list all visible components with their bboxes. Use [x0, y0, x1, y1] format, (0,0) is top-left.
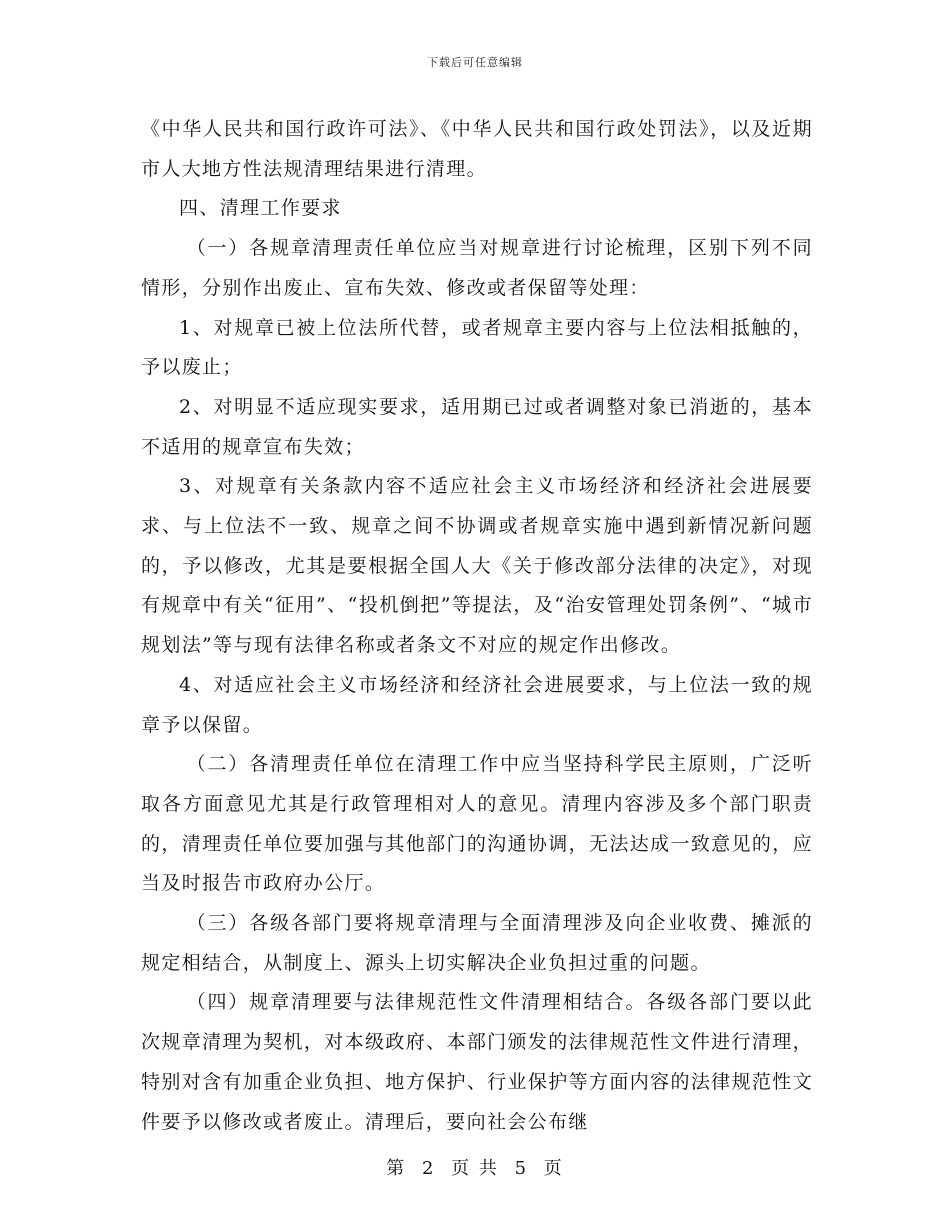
page-footer	[0, 1154, 950, 1180]
document-body	[141, 110, 813, 1142]
paragraph-item-2: （二）各清理责任单位在清理工作中应当坚持科学民主原则，广泛听取各方面意见尤其是行政管理相对人的意见。清理内容涉及多个部门职责的，清理责任单位要加强与其他部门的沟通协调，无法达成一致意见的，应当及时报告市政府办公厅。	[141, 753, 813, 895]
footer-total-pages: 5	[514, 1158, 529, 1179]
paragraph-rule-1: 1、对规章已被上位法所代替，或者规章主要内容与上位法相抵触的，予以废止；	[141, 316, 813, 379]
paragraph-rule-3: 3、对规章有关条款内容不适应社会主义市场经济和经济社会进展要求、与上位法不一致、规章之间不协调或者规章实施中遇到新情况新问题的，予以修改，尤其是要根据全国人大《关于修改部分法律的决定》，对现有规章中有关“征用”、“投机倒把”等提法，及“治安管理处罚条例”、“城市规划法”等与现有法律名称或者条文不对应的规定作出修改。	[141, 475, 813, 657]
paragraph-rule-2: 2、对明显不适应现实要求，适用期已过或者调整对象已消逝的，基本不适用的规章宣布失效；	[141, 395, 813, 458]
paragraph-item-1: （一）各规章清理责任单位应当对规章进行讨论梳理，区别下列不同情形，分别作出废止、宣布失效、修改或者保留等处理：	[141, 237, 813, 299]
footer-page-number: 2	[421, 1158, 436, 1179]
footer-middle: 页 共	[451, 1158, 499, 1179]
paragraph-item-3: （三）各级各部门要将规章清理与全面清理涉及向企业收费、摊派的规定相结合，从制度上、源头上切实解决企业负担过重的问题。	[141, 912, 813, 974]
paragraph-1: 《中华人民共和国行政许可法》、《中华人民共和国行政处罚法》，以及近期市人大地方性法规清理结果进行清理。	[141, 118, 813, 180]
paragraph-item-4: （四）规章清理要与法律规范性文件清理相结合。各级各部门要以此次规章清理为契机，对本级政府、本部门颁发的法律规范性文件进行清理，特别对含有加重企业负担、地方保护、行业保护等方面内容的法律规范性文件要予以修改或者废止。清理后，要向社会公布继	[141, 991, 813, 1133]
section-heading-4: 四、清理工作要求	[179, 197, 342, 220]
footer-prefix: 第	[386, 1158, 407, 1179]
paragraph-rule-4: 4、对适应社会主义市场经济和经济社会进展要求，与上位法一致的规章予以保留。	[141, 673, 813, 736]
footer-suffix: 页	[543, 1158, 564, 1179]
page-header: 下载后可任意编辑	[427, 56, 523, 69]
